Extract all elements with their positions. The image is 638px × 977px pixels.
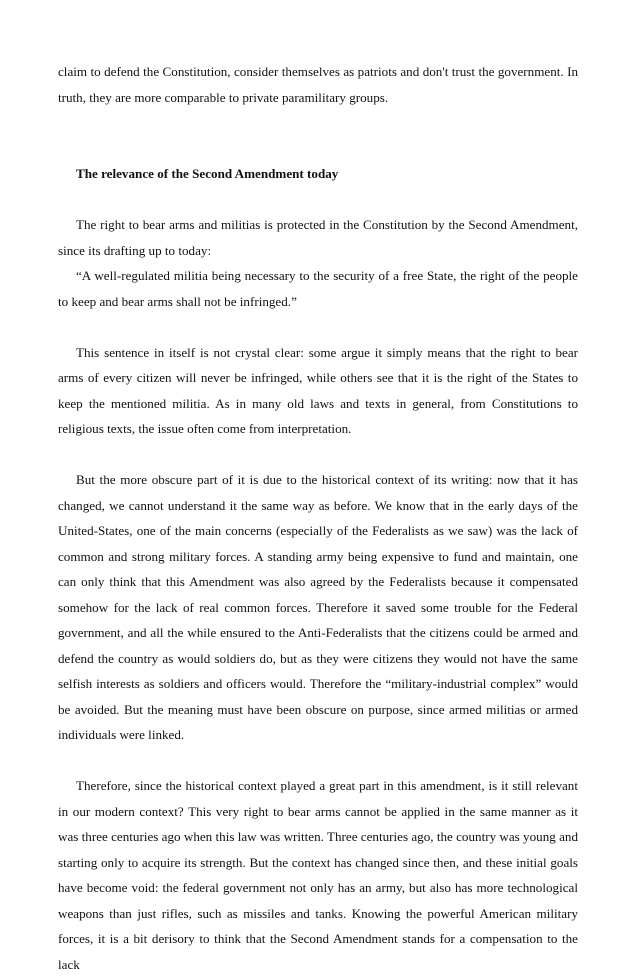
intro-continuation-paragraph: claim to defend the Constitution, consider themselves as patriots and don't trust the government. In truth, they are more comparable to private paramilitary groups.	[58, 64, 578, 105]
paragraph-modern-relevance: Therefore, since the historical context played a great part in this amendment, is it still relevant in our modern context? This very right to bear arms cannot be applied in the same manner as it was three centuries ago when this law was written. Three centuries ago, the country was young and starting only to acquire its strength. But the context has changed since then, and these initial goals have become void: the federal government not only has an army, but also has more technological weapons than just rifles, such as missiles and tanks. Knowing the powerful American military forces, it is a bit derisory to think that the Second Amendment stands for a compensation to the lack	[58, 778, 578, 972]
paragraph-amendment-intro: The right to bear arms and militias is protected in the Constitution by the Second Amendment, since its drafting up to today:	[58, 217, 578, 258]
spacer	[58, 187, 578, 213]
section-heading: The relevance of the Second Amendment today	[76, 166, 339, 181]
paragraph-amendment-quote: “A well-regulated militia being necessary to the security of a free State, the right of the people to keep and bear arms shall not be infringed.”	[58, 268, 578, 309]
spacer	[58, 314, 578, 340]
spacer	[58, 442, 578, 468]
spacer	[58, 748, 578, 774]
spacer	[58, 110, 578, 161]
paragraph-interpretation: This sentence in itself is not crystal clear: some argue it simply means that the right to bear arms of every citizen will never be infringed, while others see that it is the right of the States to keep the mentioned militia. As in many old laws and texts in general, from Constitutions to religious texts, the issue often come from interpretation.	[58, 344, 578, 436]
paragraph-historical-context: But the more obscure part of it is due to the historical context of its writing: now that it has changed, we cannot understand it the same way as before. We know that in the early days of the United-States, one of the main concerns (especially of the Federalists as we saw) was the lack of common and strong military forces. A standing army being expensive to fund and maintain, one can only think that this Amendment was also agreed by the Federalists because it compensated somehow for the lack of real common forces. Therefore it saved some trouble for the Federal government, and all the while ensured to the Anti-Federalists that the citizens could be armed and defend the country as would soldiers do, but as they were citizens they would not have the same selfish interests as soldiers and officers would. Therefore the “military-industrial complex” would be avoided. But the meaning must have been obscure on purpose, since armed militias or armed individuals were linked.	[58, 472, 578, 742]
document-body	[58, 59, 578, 977]
